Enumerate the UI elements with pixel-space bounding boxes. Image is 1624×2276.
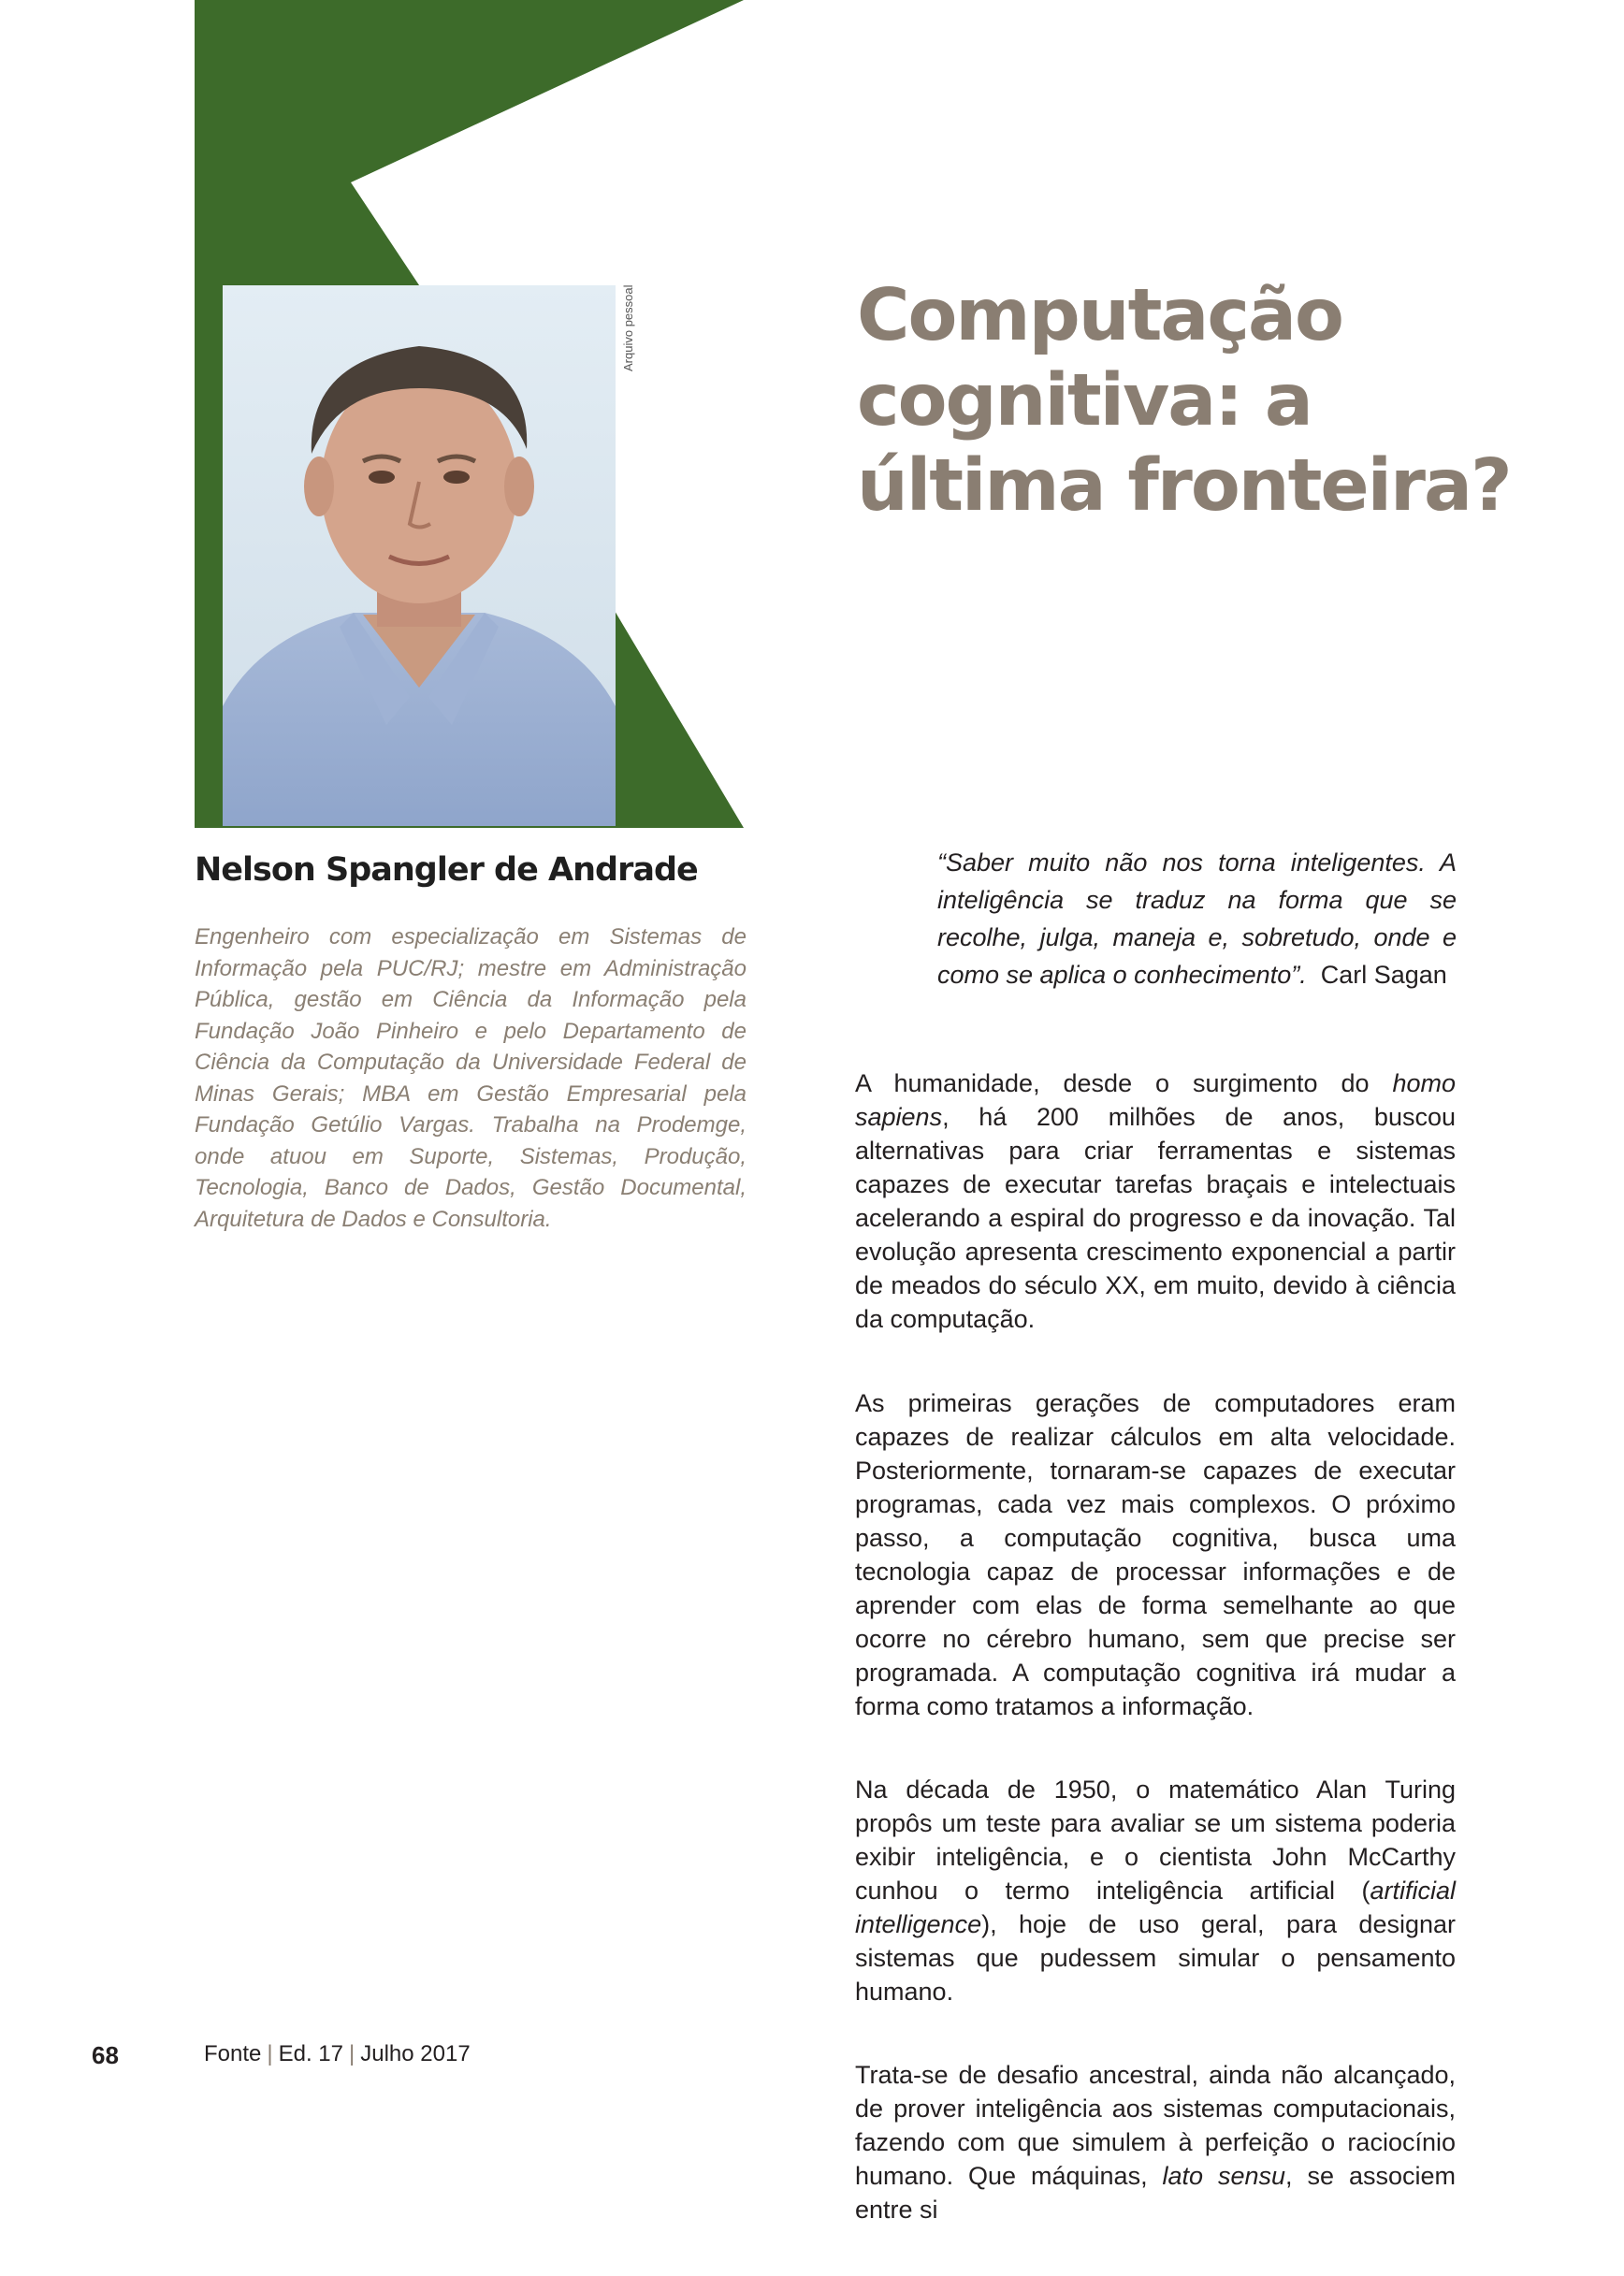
epigraph <box>937 844 1457 993</box>
article-body <box>855 1066 1456 2276</box>
paragraph-2: As primeiras gerações de computadores eram capazes de realizar cálculos em alta velocidade. Posteriormente, tornaram-se capazes de executar programas, cada vez mais complexos. O próximo passo, a computação cognitiva, busca uma tecnologia capaz de processar informações e de aprender com elas de forma semelhante ao que ocorre no cérebro humano, sem que precise ser programada. A computação cognitiva irá mudar a forma como tratamos a informação. <box>855 1389 1456 1720</box>
paragraph-1-text: A humanidade, desde o surgimento do <box>855 1069 1393 1097</box>
paragraph-1-text-end: , há 200 milhões de anos, buscou alternativas para criar ferramentas e sistemas capazes de executar tarefas braçais e intelectuais acelerando a espiral do progresso e da inovação. Tal evolução apresenta crescimento exponencial a partir de meados do século XX, em muito, devido à ciência da computação. <box>855 1103 1456 1333</box>
paragraph-3 <box>855 1773 1456 2008</box>
edition: Ed. 17 <box>278 2041 343 2066</box>
issue-date: Julho 2017 <box>360 2041 471 2066</box>
separator: | <box>267 2041 273 2066</box>
paragraph-3-text-end: ), hoje de uso geral, para designar sistemas que pudessem simular o pensamento humano. <box>855 1910 1456 2006</box>
paragraph-3-text: Na década de 1950, o matemático Alan Turing propôs um teste para avaliar se um sistema poderia exibir inteligência, e o cientista John McCarthy cunhou o termo inteligência artificial ( <box>855 1776 1456 1905</box>
page-number: 68 <box>92 2041 119 2069</box>
separator: | <box>349 2041 355 2066</box>
paragraph-4-text: Trata-se de desafio ancestral, ainda não alcançado, de prover inteligência aos sistemas computacionais, fazendo com que simulem à perfeição o raciocínio humano. Que máquinas, <box>855 2061 1456 2190</box>
author-name: Nelson Spangler de Andrade <box>195 851 698 889</box>
epigraph-text: “Saber muito não nos torna inteligentes. A inteligência se traduz na forma que se recolhe, julga, maneja e, sobretudo, onde e como se aplica o conhecimento”. <box>937 848 1457 989</box>
author-bio: Engenheiro com especialização em Sistemas de Informação pela PUC/RJ; mestre em Administração Pública, gestão em Ciência da Informação pela Fundação João Pinheiro e pelo Departamento de Ciência da Computação da Universidade Federal de Minas Gerais; MBA em Gestão Empresarial pela Fundação Getúlio Vargas. Trabalha na Prodemge, onde atuou em Suporte, Sistemas, Produção, Tecnologia, Banco de Dados, Gestão Documental, Arquitetura de Dados e Consultoria. <box>195 924 747 1232</box>
paragraph-1-italic: homo sapiens <box>855 1069 1456 1131</box>
publication-name: Fonte <box>204 2041 262 2066</box>
article-title: Computação cognitiva: a última fronteira? <box>857 274 1511 528</box>
paragraph-4-italic: lato sensu <box>1162 2162 1286 2190</box>
paragraph-4-text-end: , se associem entre si <box>855 2162 1456 2224</box>
epigraph-attribution: Carl Sagan <box>1320 961 1447 989</box>
author-photo <box>223 285 616 826</box>
paragraph-3-italic: artificial intelligence <box>855 1877 1456 1938</box>
paragraph-1 <box>855 1066 1456 1336</box>
photo-credit: Arquivo pessoal <box>621 285 635 372</box>
paragraph-4 <box>855 2058 1456 2226</box>
publication-info <box>204 2041 471 2067</box>
